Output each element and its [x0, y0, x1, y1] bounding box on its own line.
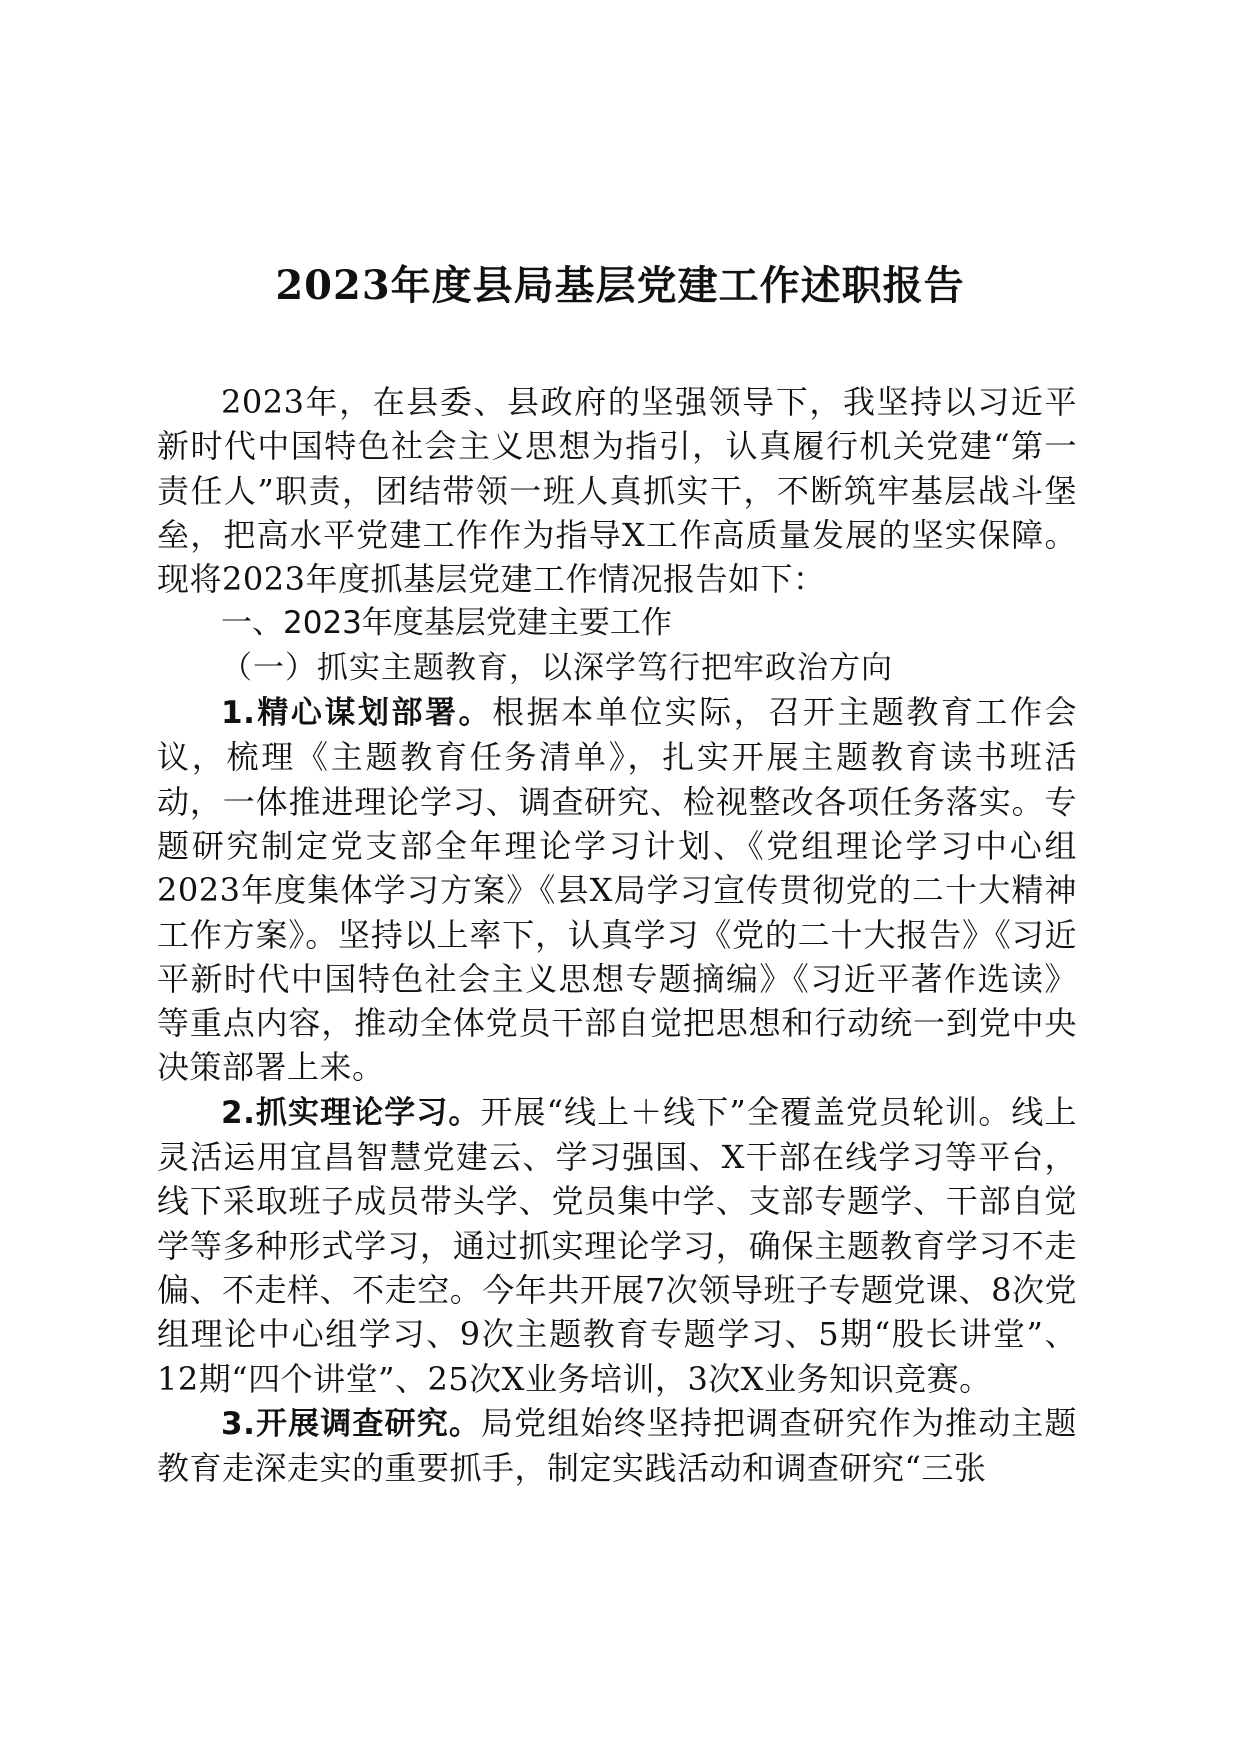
item-lead-3: 3.开展调查研究。: [221, 1405, 482, 1442]
item-text-3: 局党组始终坚持把调查研究作为推动主题教育走深走实的重要抓手，制定实践活动和调查研究“三张: [157, 1403, 1077, 1488]
intro-paragraph: 2023年，在县委、县政府的坚强领导下，我坚持以习近平新时代中国特色社会主义思想为指引，认真履行机关党建“第一责任人”职责，团结带领一班人真抓实干，不断筑牢基层战斗堡垒，把高水平党建工作作为指导X工作高质量发展的坚实保障。现将2023年度抓基层党建工作情况报告如下：: [157, 383, 1077, 599]
item-text-1: 根据本单位实际，召开主题教育工作会议，梳理《主题教育任务清单》，扎实开展主题教育读书班活动，一体推进理论学习、调查研究、检视整改各项任务落实。专题研究制定党支部全年理论学习计划、《党组理论学习中心组2023年度集体学习方案》《县X局学习宣传贯彻党的二十大精神工作方案》。坚持以上率下，认真学习《党的二十大报告》《习近平新时代中国特色社会主义思想专题摘编》《习近平著作选读》等重点内容，推动全体党员干部自觉把思想和行动统一到党中央决策部署上来。: [157, 693, 1077, 1087]
item-paragraph-1: [157, 690, 1077, 1090]
item-paragraph-2: [157, 1090, 1077, 1401]
section-heading: 一、2023年度基层党建主要工作: [221, 605, 672, 642]
item-text-2: 开展“线上＋线下”全覆盖党员轮训。线上灵活运用宜昌智慧党建云、学习强国、X干部在线学习等平台，线下采取班子成员带头学、党员集中学、支部专题学、干部自觉学等多种形式学习，通过抓实理论学习，确保主题教育学习不走偏、不走样、不走空。今年共开展7次领导班子专题党课、8次党组理论中心组学习、9次主题教育专题学习、5期“股长讲堂”、12期“四个讲堂”、25次X业务培训，3次X业务知识竞赛。: [157, 1092, 1077, 1398]
item-lead-1: 1.精心谋划部署。: [221, 695, 493, 732]
item-paragraph-3: [157, 1401, 1077, 1491]
item-lead-2: 2.抓实理论学习。: [221, 1094, 481, 1131]
document-body: [157, 380, 1077, 1490]
subsection-heading: （一）抓实主题教育，以深学笃行把牢政治方向: [221, 649, 893, 686]
document-title: 2023年度县局基层党建工作述职报告: [275, 262, 965, 309]
